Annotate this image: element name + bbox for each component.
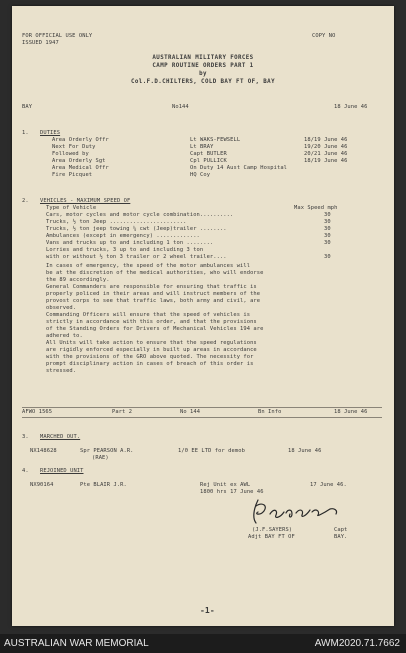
section-2-number: 2. [22,198,29,204]
heading-line-4: Col.F.D.CHILTERS, COLD BAY FT OF, BAY [131,79,275,85]
marched-out-date: 18 June 46 [288,448,322,454]
part-2-number: No 144 [180,409,201,415]
section-2-body-line: adhered to. [46,333,83,339]
duty-role: Followed by [52,151,89,157]
vehicle-type: Cars, motor cycles and motor cycle combination.......... [46,212,234,218]
section-2-body-line: be at the discretion of the medical authorities, who will endorse [46,270,264,276]
marched-out-detail: 1/0 EE LTD for demob [178,448,245,454]
document-page [12,6,394,626]
vehicle-type: Trucks, ½ ton Jeep ....................... [46,219,187,225]
duty-date: 18/19 June 46 [304,158,348,164]
duty-role: Area Orderly Sgt [52,158,106,164]
signatory-place: BAY. [334,534,348,540]
duty-assignee: Lt WAKS-FEWSELL [190,137,241,143]
part-2-date: 18 June 46 [334,409,368,415]
section-4-title: REJOINED UNIT [40,468,84,474]
vehicle-type: Ambulances (except in emergency) ............. [46,233,200,239]
signatory-name: (J.F.SAYERS) [252,527,293,533]
issued-label: ISSUED 1947 [22,40,59,46]
duty-role: Next For Duty [52,144,96,150]
section-2-body-line: Commanding Officers will ensure that the speed of vehicles is [46,312,251,318]
section-2-body-line: provost corps to see that traffic laws, both army and civil, are [46,298,261,304]
section-2-body-line: In cases of emergency, the speed of the motor ambulances will [46,263,251,269]
classification-label: FOR OFFICIAL USE ONLY [22,33,93,39]
duty-assignee: Lt BRAY [190,144,214,150]
vehicle-max-speed: 30 [324,212,331,218]
heading-line-2: CAMP ROUTINE ORDERS PART 1 [152,63,254,69]
heading-line-1: AUSTRALIAN MILITARY FORCES [152,55,254,61]
section-1-title: DUTIES [40,130,61,136]
order-date: 18 June 46 [334,104,368,110]
part-2-bn-info: Bn Info [258,409,282,415]
duty-assignee: HQ Coy [190,172,211,178]
archive-name: AUSTRALIAN WAR MEMORIAL [4,638,149,649]
section-4-number: 4. [22,468,29,474]
copy-number: COPY NO [312,33,336,39]
section-3-title: MARCHED OUT. [40,434,81,440]
duty-role: Area Orderly Offr [52,137,109,143]
handwritten-signature [244,496,344,526]
vehicle-max-speed: 30 [324,219,331,225]
vehicle-max-speed: 30 [324,254,331,260]
marched-out-service-number: NX148628 [30,448,57,454]
duty-date: 19/20 June 46 [304,144,348,150]
rejoined-service-number: NX90164 [30,482,54,488]
duty-date: 20/21 June 46 [304,151,348,157]
signatory-rank: Capt [334,527,348,533]
section-2-body-line: properly policed in their areas and will instruct members of the [46,291,261,297]
rejoined-date: 17 June 46. [310,482,347,488]
heading-line-3: by [199,71,207,77]
section-2-body-line: strictly in accordance with this order, and that the provisions [46,319,257,325]
order-number: No144 [172,104,189,110]
rejoined-detail-2: 1800 hrs 17 June 46 [200,489,264,495]
section-2-body-line: are rigidly enforced especially in built up areas in accordance [46,347,257,353]
max-speed-header: Max Speed mph [294,205,338,211]
section-2-title: VEHICLES - MAXIMUM SPEED OF [40,198,131,204]
section-2-body-line: prompt disciplinary action in cases of breach of this order is [46,361,254,367]
duty-role: Fire Picquet [52,172,93,178]
order-place: BAY [22,104,33,110]
section-2-body-line: of the Standing Orders for Drivers of Mechanical Vehicles 194 are [46,326,264,332]
section-3-number: 3. [22,434,29,440]
section-2-body-line: General Commanders are responsible for ensuring that traffic is [46,284,257,290]
vehicle-max-speed: 30 [324,233,331,239]
archive-reference: AWM2020.71.7662 [314,638,400,649]
signatory-title: Adjt BAY FT OF [248,534,295,540]
rejoined-detail-1: Rej Unit ex AWL [200,482,251,488]
vehicle-type: with or without ½ ton 3 trailer or 2 wheel trailer.... [46,254,227,260]
rejoined-name: Pte BLAIR J.R. [80,482,127,488]
part-2-rule-bottom [22,417,382,418]
vehicle-type-header: Type of Vehicle [46,205,97,211]
marched-out-name: Spr PEARSON A.R. [80,448,134,454]
part-2-label: Part 2 [112,409,133,415]
section-2-body-line: with the provisions of the GRO above quoted. The necessity for [46,354,254,360]
section-2-body-line: observed. [46,305,77,311]
part-2-reference: AFWO 1565 [22,409,53,415]
vehicle-max-speed: 30 [324,240,331,246]
section-2-body-line: the 89 accordingly. [46,277,110,283]
vehicle-type: Vans and trucks up to and including 1 ton ........ [46,240,214,246]
section-2-body-line: All Units will take action to ensure that the speed regulations [46,340,257,346]
section-1-number: 1. [22,130,29,136]
vehicle-type: Trucks, ½ ton jeep towing ¼ cwt (Jeep)trailer ........ [46,226,227,232]
duty-assignee: Cpl PULLICK [190,158,227,164]
vehicle-type: Lorries and trucks, 3 up to and including 3 ton [46,247,204,253]
part-2-rule-top [22,407,382,408]
vehicle-max-speed: 30 [324,226,331,232]
duty-date: 18/19 June 46 [304,137,348,143]
duty-assignee: On Duty 14 Aust Camp Hospital [190,165,288,171]
page-number: -1- [200,606,215,615]
duty-assignee: Capt BUTLER [190,151,227,157]
section-2-body-line: stressed. [46,368,77,374]
archive-footer [0,634,406,653]
marched-out-unit: (RAE) [92,455,109,461]
duty-role: Area Medical Offr [52,165,109,171]
